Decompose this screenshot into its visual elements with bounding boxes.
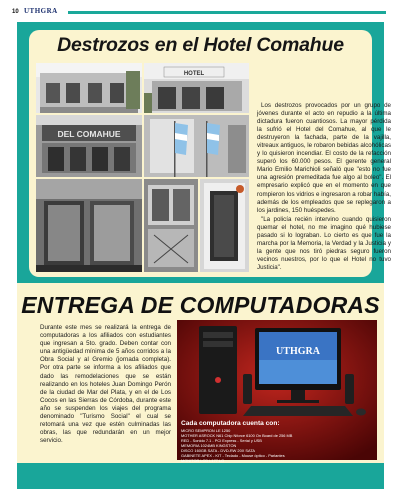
mouse bbox=[356, 409, 366, 416]
spec-line: RED - Sonido 7.1 - PCI Express - Serial y USB bbox=[181, 438, 262, 443]
photo-hotel-door bbox=[200, 179, 249, 272]
photo-hotel-lobby bbox=[36, 179, 142, 272]
spec-line: MEMORIA 1024MB KINGSTON bbox=[181, 443, 237, 448]
photo-hotel-facade bbox=[36, 63, 142, 113]
spec-line: MONITOR LCD L177 LG bbox=[181, 458, 225, 463]
article-hotel-comahue bbox=[29, 30, 391, 277]
photo-broken-windows bbox=[144, 179, 198, 272]
computer-promo-image bbox=[177, 320, 377, 463]
photo-hotel-entrance bbox=[36, 115, 142, 177]
specs-list bbox=[181, 420, 377, 463]
page-number: 10 bbox=[12, 9, 19, 15]
article-title: ENTREGA DE COMPUTADORAS bbox=[21, 292, 380, 318]
article-paragraph: "La policía recién intervino cuando quisieron quemar el hotel, no me imagino qué hubiese pasado si lo lograban. Lo cierto es que fue la marcha por la Memoria, la Verdad y la Justicia y la gente que nos tiró piedras seguro fueron vecinos nuestros, por lo que el Hotel no tuvo Justicia". bbox=[257, 215, 391, 271]
speaker-right bbox=[345, 374, 354, 404]
hotel-sign-text: HOTEL bbox=[183, 71, 205, 77]
header-rule bbox=[68, 11, 386, 14]
article-paragraph: Los destrozos provocados por un grupo de jóvenes durante el acto en repudio a la última dictadura fueron cuantiosos. La mayor pérdida la sufrió el Hotel del Comahue, al que le destruyeron la fachada, parte de la vajilla, vitreaux antiguos, le robaron bebidas alcohólicas y lo quisieron incendiar. El costo de la refacción superó los 60.000 pesos. El gerente general Mario Emilio Marichioli señaló que "esto no fue una agresión premeditada fue algo al boleo". El empresario explicó que en el momento en que rompieron los vidrios e ingresaron a robar había, además de los empleados que se replegaron a los jardines, 150 huéspedes. bbox=[257, 102, 391, 214]
header-logo: UTHGRA bbox=[24, 7, 58, 15]
article-title: Destrozos en el Hotel Comahue bbox=[57, 34, 344, 56]
spec-line: GABINETE APEX - KIT - Teclado - Mouse óptico - Parlantes bbox=[181, 453, 285, 458]
article-body bbox=[40, 324, 171, 445]
hotel-entrance-sign-text: DEL COMAHUE bbox=[57, 129, 121, 139]
screen-logo: UTHGRA bbox=[276, 346, 320, 357]
photo-flags bbox=[144, 115, 249, 177]
article-body bbox=[257, 102, 391, 273]
pc-tower bbox=[199, 326, 237, 414]
spec-line: MOTHER ASROCK N61 Chip Nforce 6100 On Board de 256 MB bbox=[181, 433, 293, 438]
specs-heading: Cada computadora cuenta con: bbox=[181, 420, 280, 427]
speaker-left bbox=[243, 374, 252, 404]
photo-hotel-sign bbox=[144, 63, 249, 113]
spec-line: MICRO SEMPRON LE 1250 bbox=[181, 428, 231, 433]
article-computadoras bbox=[17, 283, 384, 463]
keyboard bbox=[243, 406, 353, 416]
page-header bbox=[0, 0, 400, 22]
article-paragraph: Durante este mes se realizará la entrega de computadoras a los afiliados con estudiantes que ingresan a 5to. grado. Deben contar con una antigüedad mínima de 5 años corridos a la Obra Social y al Gremio (jornada completa). Por otra parte se informa a los afiliados que dado las remodelaciones que se están realizando en los hoteles Juan Domingo Perón de la ciudad de Mar del Plata, y en el de Los Cocos en las Sierras de Córdoba, durante este año se suspenden los viajes del programa denominado "Turismo Social" el cual se retomará una vez que estén culminadas las obras, las que redundarán en un mejor servicio. bbox=[40, 324, 171, 445]
spec-line: DISCO 160GB SATA - DVD-RW 20X SATA bbox=[181, 448, 256, 453]
